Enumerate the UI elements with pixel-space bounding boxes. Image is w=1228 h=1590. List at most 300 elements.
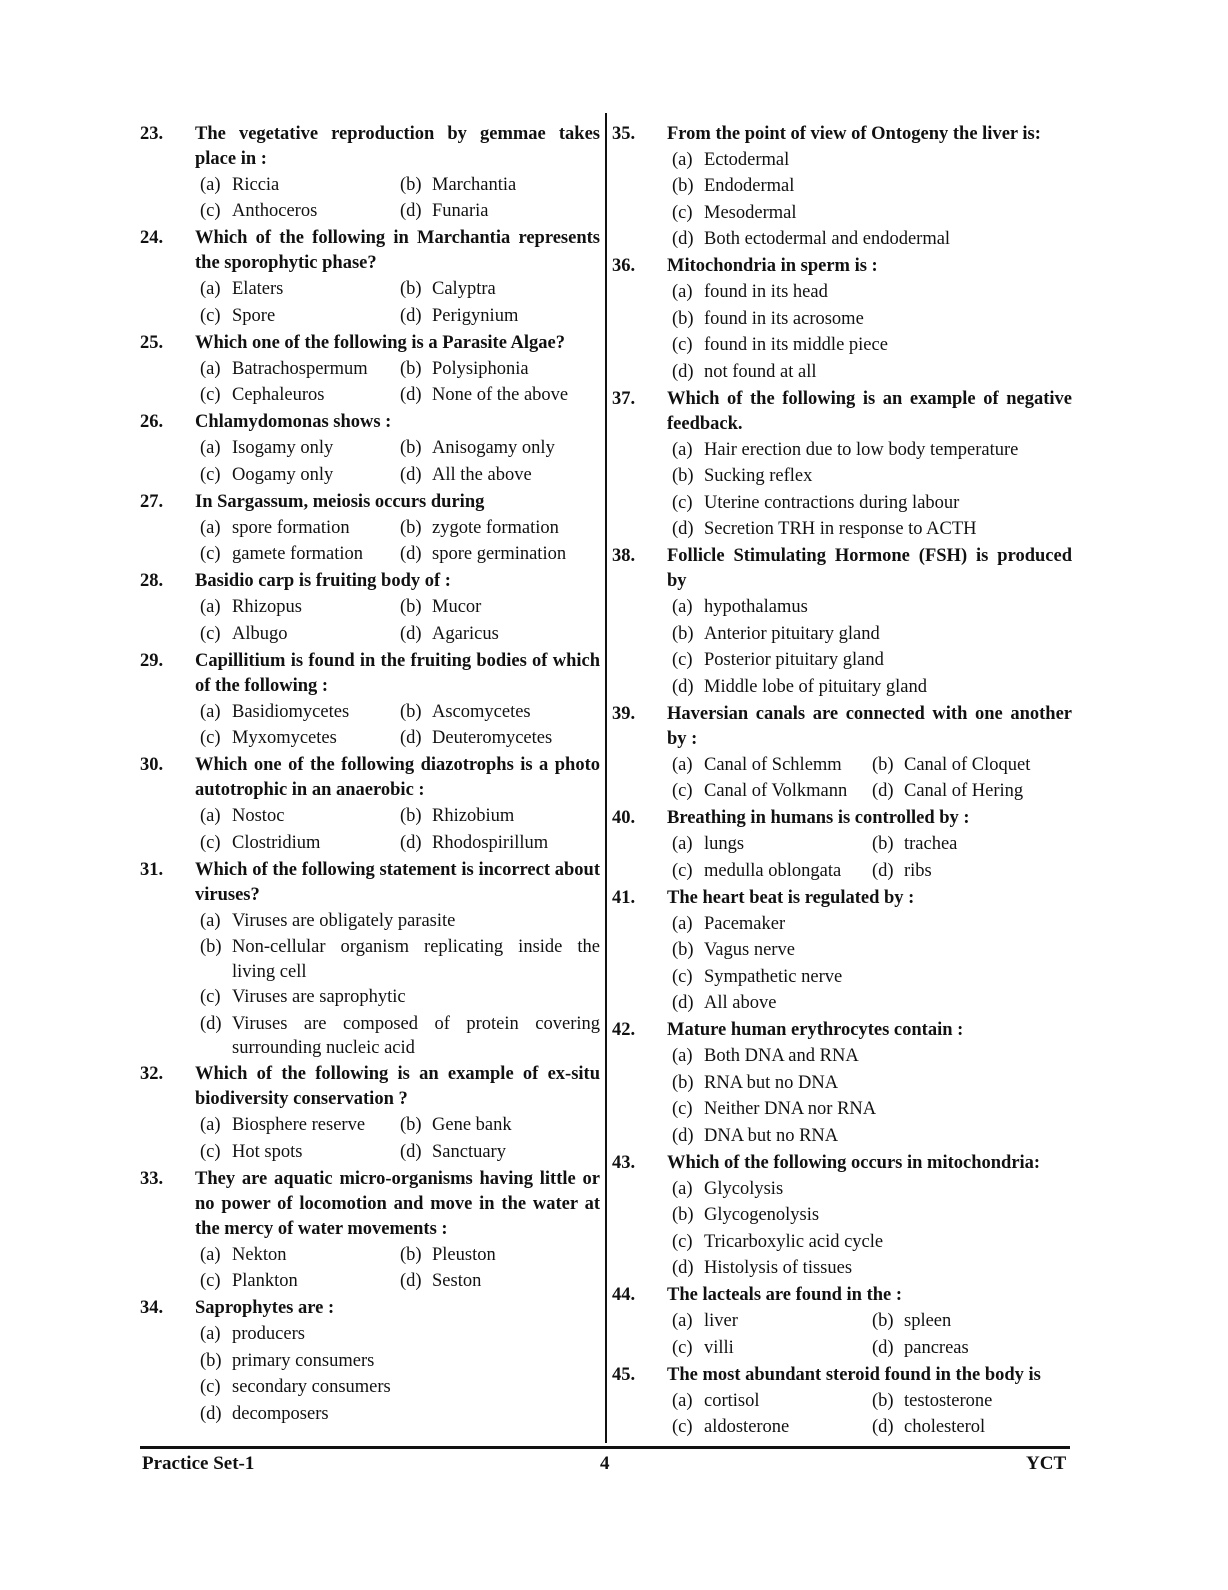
question-text: Which of the following in Marchantia represents the sporophytic phase? — [195, 228, 600, 273]
options-list — [200, 594, 600, 647]
question-number: 29. — [140, 650, 164, 671]
option-letter: (c) — [672, 335, 693, 355]
option — [200, 198, 400, 225]
option — [672, 1308, 872, 1335]
option — [672, 1176, 1072, 1203]
question-text: Basidio carp is fruiting body of : — [195, 571, 451, 591]
option-text: Tricarboxylic acid cycle — [704, 1231, 884, 1252]
question — [140, 858, 600, 908]
option-text: Gene bank — [432, 1115, 512, 1135]
option-text: zygote formation — [432, 517, 559, 538]
option-letter: (d) — [400, 305, 422, 326]
option — [672, 1070, 1072, 1097]
option-letter: (c) — [200, 385, 221, 405]
option — [672, 516, 1072, 543]
option-text: Viruses are obligately parasite — [232, 910, 456, 931]
option-letter: (b) — [672, 308, 694, 329]
option-letter: (b) — [872, 1390, 894, 1411]
option-letter: (c) — [672, 1417, 693, 1437]
option-text: gamete formation — [232, 544, 363, 564]
options-row — [672, 173, 1072, 200]
option-text: Viruses are saprophytic — [232, 987, 406, 1007]
option-letter: (b) — [672, 176, 694, 196]
option-text: DNA but no RNA — [704, 1125, 839, 1146]
options-row — [672, 306, 1072, 333]
option — [872, 1335, 1072, 1362]
question-number: 40. — [612, 808, 636, 828]
options-row — [200, 1268, 600, 1295]
options-row — [200, 1242, 600, 1269]
option-text: ribs — [904, 860, 932, 881]
question-text: Chlamydomonas shows : — [195, 412, 392, 432]
question-number: 28. — [140, 571, 164, 591]
option — [400, 276, 600, 303]
option-text: Rhizobium — [432, 806, 515, 826]
options-list — [200, 435, 600, 488]
option-letter: (a) — [200, 910, 221, 931]
option-letter: (d) — [872, 1337, 894, 1358]
options-row — [200, 541, 600, 568]
option-letter: (c) — [672, 492, 693, 513]
option-text: Ascomycetes — [432, 701, 531, 722]
option-letter: (d) — [400, 464, 422, 485]
question-number: 32. — [140, 1064, 164, 1084]
options-row — [672, 1176, 1072, 1203]
option-letter: (b) — [400, 1115, 422, 1135]
question-block — [140, 122, 600, 225]
option — [400, 435, 600, 462]
question-block — [612, 544, 1072, 700]
option-text: Viruses are composed of protein covering surrounding nucleic acid — [232, 1013, 600, 1058]
options-list — [672, 1043, 1072, 1149]
option — [672, 752, 872, 779]
question-text: Haversian canals are connected with one another by : — [667, 703, 1072, 749]
option — [400, 462, 600, 489]
option-text: Sympathetic nerve — [704, 966, 843, 987]
option-letter: (a) — [200, 1244, 221, 1265]
question — [140, 753, 600, 803]
options-row — [672, 332, 1072, 359]
option — [672, 332, 1072, 359]
option-letter: (b) — [400, 174, 422, 195]
option-text: All above — [704, 993, 777, 1013]
options-row — [672, 1096, 1072, 1123]
option — [400, 1242, 600, 1269]
options-row — [672, 937, 1072, 964]
option-text: decomposers — [232, 1403, 329, 1424]
question — [140, 1062, 600, 1112]
question-block — [612, 1151, 1072, 1282]
option — [672, 778, 872, 805]
question-number: 45. — [612, 1364, 636, 1385]
options-list — [672, 1308, 1072, 1361]
option-text: Nekton — [232, 1244, 287, 1265]
options-list — [200, 1112, 600, 1165]
question-number: 26. — [140, 412, 164, 432]
options-list — [200, 515, 600, 568]
option-letter: (b) — [400, 597, 422, 617]
option-letter: (c) — [200, 728, 221, 748]
options-row — [672, 359, 1072, 386]
options-list — [672, 831, 1072, 884]
options-list — [672, 147, 1072, 253]
question-text: Which of the following is an example of negative feedback. — [667, 388, 1072, 434]
option — [400, 621, 600, 648]
options-row — [672, 1255, 1072, 1282]
column-divider — [605, 113, 607, 1443]
option — [872, 831, 1072, 858]
question-text: Mature human erythrocytes contain : — [667, 1020, 964, 1040]
option-text: Mesodermal — [704, 202, 797, 223]
option-text: Isogamy only — [232, 438, 334, 458]
option — [672, 200, 1072, 227]
option-letter: (a) — [200, 1115, 221, 1135]
option-text: trachea — [904, 834, 958, 854]
question-number: 30. — [140, 755, 164, 775]
question-text: The most abundant steroid found in the body is — [667, 1364, 1041, 1385]
option — [200, 382, 400, 409]
question-number: 33. — [140, 1168, 164, 1189]
question-text: Mitochondria in sperm is : — [667, 256, 878, 276]
question — [612, 1363, 1072, 1388]
question-number: 42. — [612, 1020, 636, 1040]
option-letter: (c) — [200, 1271, 221, 1291]
question-text: They are aquatic micro-organisms having little or no power of locomotion and move in the water at the mercy of water movements : — [195, 1168, 600, 1239]
option — [672, 1202, 1072, 1229]
option — [400, 198, 600, 225]
options-row — [200, 1011, 600, 1061]
option-text: Anisogamy only — [432, 438, 555, 458]
question — [140, 226, 600, 276]
option — [872, 778, 1072, 805]
option — [200, 1112, 400, 1139]
options-list — [672, 911, 1072, 1017]
option-letter: (a) — [672, 439, 693, 460]
option-letter: (a) — [200, 597, 221, 617]
question-number: 25. — [140, 332, 164, 353]
options-list — [200, 1242, 600, 1295]
option-letter: (b) — [400, 438, 422, 458]
options-row — [200, 1112, 600, 1139]
option-letter: (d) — [672, 676, 694, 697]
options-row — [200, 515, 600, 542]
question-block — [612, 886, 1072, 1017]
question — [612, 254, 1072, 279]
option-letter: (a) — [672, 834, 693, 854]
option-letter: (d) — [672, 229, 694, 249]
question-number: 41. — [612, 887, 636, 908]
question-block — [140, 1062, 600, 1165]
options-row — [672, 1388, 1072, 1415]
option-text: Rhizopus — [232, 597, 302, 617]
options-row — [672, 516, 1072, 543]
option-letter: (c) — [672, 781, 693, 801]
option-letter: (c) — [200, 623, 221, 644]
option — [872, 1414, 1072, 1441]
options-row — [672, 831, 1072, 858]
option — [400, 803, 600, 830]
option-letter: (d) — [400, 728, 422, 748]
options-row — [200, 462, 600, 489]
options-list — [200, 356, 600, 409]
option-letter: (b) — [400, 806, 422, 826]
option — [400, 172, 600, 199]
question-text: Which of the following occurs in mitochondria: — [667, 1152, 1041, 1173]
question-number: 36. — [612, 256, 636, 276]
option-letter: (d) — [400, 1141, 422, 1162]
option-text: RNA but no DNA — [704, 1072, 839, 1093]
option-text: Agaricus — [432, 623, 499, 644]
option-letter: (c) — [672, 966, 693, 987]
option — [672, 1335, 872, 1362]
option-text: Riccia — [232, 174, 280, 195]
question-text: The vegetative reproduction by gemmae takes place in : — [195, 123, 600, 169]
option — [672, 647, 1072, 674]
options-row — [672, 752, 1072, 779]
question — [140, 331, 600, 356]
option-letter: (c) — [200, 832, 221, 853]
option — [672, 1255, 1072, 1282]
question-number: 34. — [140, 1298, 164, 1318]
option-text: Anthoceros — [232, 201, 318, 221]
options-row — [672, 490, 1072, 517]
question-block — [612, 702, 1072, 805]
question-text: From the point of view of Ontogeny the liver is: — [667, 123, 1041, 144]
option — [200, 1268, 400, 1295]
question-number: 24. — [140, 228, 164, 248]
option-text: Myxomycetes — [232, 728, 337, 748]
option — [400, 830, 600, 857]
question-number: 39. — [612, 703, 636, 724]
options-row — [200, 356, 600, 383]
option — [672, 990, 1072, 1017]
option-letter: (c) — [672, 650, 693, 670]
question-text: The heart beat is regulated by : — [667, 887, 915, 908]
option — [200, 276, 400, 303]
option-letter: (b) — [672, 940, 694, 960]
option — [672, 279, 1072, 306]
option-letter: (d) — [672, 361, 694, 382]
option — [672, 1043, 1072, 1070]
option-text: pancreas — [904, 1337, 969, 1358]
option-letter: (d) — [400, 201, 422, 221]
question-text: Capillitium is found in the fruiting bodies of which of the following : — [195, 650, 600, 696]
option-text: Glycogenolysis — [704, 1205, 820, 1225]
option — [672, 674, 1072, 701]
option-text: Elaters — [232, 279, 284, 299]
options-row — [672, 964, 1072, 991]
option-text: Nostoc — [232, 806, 285, 826]
option-letter: (a) — [200, 174, 221, 195]
option — [672, 964, 1072, 991]
option-text: None of the above — [432, 385, 569, 405]
option-letter: (a) — [200, 279, 221, 299]
options-row — [672, 226, 1072, 253]
option — [200, 984, 600, 1011]
option — [200, 435, 400, 462]
question — [140, 122, 600, 172]
option-text: Hair erection due to low body temperature — [704, 439, 1019, 460]
options-row — [672, 1229, 1072, 1256]
option-text: liver — [704, 1311, 738, 1331]
question-number: 37. — [612, 388, 636, 409]
question-text: Saprophytes are : — [195, 1298, 335, 1318]
option-text: Seston — [432, 1271, 482, 1291]
option-text: spore germination — [432, 544, 567, 564]
option-text: Biosphere reserve — [232, 1115, 366, 1135]
option-letter: (a) — [672, 597, 693, 617]
option-text: not found at all — [704, 361, 817, 382]
option-text: lungs — [704, 834, 745, 854]
option-text: cortisol — [704, 1390, 760, 1411]
option-text: testosterone — [904, 1390, 993, 1411]
option — [200, 303, 400, 330]
options-list — [672, 437, 1072, 543]
option — [200, 621, 400, 648]
option-text: Canal of Cloquet — [904, 754, 1031, 775]
option — [200, 1242, 400, 1269]
options-row — [200, 276, 600, 303]
option-letter: (d) — [200, 1013, 222, 1034]
option-letter: (b) — [672, 466, 694, 486]
options-row — [200, 934, 600, 984]
option-letter: (b) — [200, 937, 222, 957]
options-row — [200, 1139, 600, 1166]
option-letter: (d) — [872, 1417, 894, 1437]
options-list — [200, 908, 600, 1061]
options-row — [672, 594, 1072, 621]
question — [612, 1018, 1072, 1043]
option — [200, 1321, 600, 1348]
option-letter: (d) — [400, 832, 422, 853]
option-letter: (b) — [672, 623, 694, 644]
options-row — [672, 1202, 1072, 1229]
option — [200, 462, 400, 489]
options-list — [200, 699, 600, 752]
option-text: Anterior pituitary gland — [704, 623, 880, 644]
options-list — [200, 1321, 600, 1427]
options-row — [672, 674, 1072, 701]
options-row — [672, 1043, 1072, 1070]
question — [612, 1151, 1072, 1176]
question-number: 44. — [612, 1285, 636, 1305]
question-block — [612, 1283, 1072, 1361]
option — [872, 752, 1072, 779]
option — [672, 831, 872, 858]
option-text: hypothalamus — [704, 597, 808, 617]
option-text: Perigynium — [432, 305, 519, 326]
question-block — [140, 490, 600, 568]
option-letter: (d) — [872, 781, 894, 801]
options-row — [672, 1335, 1072, 1362]
option — [400, 594, 600, 621]
option-letter: (a) — [200, 806, 221, 826]
option-letter: (d) — [400, 544, 422, 564]
question-block — [140, 649, 600, 752]
option — [400, 356, 600, 383]
option — [672, 226, 1072, 253]
option-letter: (a) — [200, 358, 221, 379]
option-letter: (b) — [872, 1311, 894, 1331]
option-letter: (c) — [672, 1231, 693, 1252]
footer-rule — [140, 1446, 1070, 1449]
option-text: Non-cellular organism replicating inside the living cell — [232, 937, 600, 982]
options-row — [200, 1321, 600, 1348]
options-list — [672, 279, 1072, 385]
option — [672, 1123, 1072, 1150]
option-letter: (c) — [200, 464, 221, 485]
option-letter: (a) — [672, 913, 693, 934]
options-row — [200, 803, 600, 830]
options-row — [672, 990, 1072, 1017]
option-text: primary consumers — [232, 1350, 375, 1371]
options-row — [200, 908, 600, 935]
option — [200, 1374, 600, 1401]
question — [612, 1283, 1072, 1308]
option — [200, 830, 400, 857]
question — [612, 806, 1072, 831]
question-text: Breathing in humans is controlled by : — [667, 808, 970, 828]
question-block — [612, 122, 1072, 253]
option-text: Endodermal — [704, 176, 795, 196]
question — [140, 569, 600, 594]
option-letter: (a) — [672, 1046, 693, 1066]
option-letter: (d) — [672, 993, 694, 1013]
option-letter: (a) — [200, 438, 221, 458]
question-block — [140, 858, 600, 1061]
option-letter: (c) — [672, 860, 693, 881]
option-text: villi — [704, 1337, 734, 1358]
option-text: aldosterone — [704, 1417, 790, 1437]
option-letter: (b) — [872, 834, 894, 854]
question — [612, 387, 1072, 437]
options-row — [200, 984, 600, 1011]
option-text: Clostridium — [232, 832, 321, 853]
options-row — [200, 198, 600, 225]
option-letter: (c) — [672, 1099, 693, 1119]
question — [140, 410, 600, 435]
option-text: Deuteromycetes — [432, 728, 553, 748]
option — [672, 359, 1072, 386]
option-text: Secretion TRH in response to ACTH — [704, 519, 977, 539]
options-row — [200, 1401, 600, 1428]
option-text: Both DNA and RNA — [704, 1046, 859, 1066]
option — [200, 594, 400, 621]
options-row — [672, 858, 1072, 885]
option-letter: (d) — [672, 1258, 694, 1278]
option — [400, 303, 600, 330]
option-text: cholesterol — [904, 1417, 986, 1437]
option-letter: (d) — [400, 385, 422, 405]
option-text: Canal of Hering — [904, 781, 1024, 801]
option-text: Polysiphonia — [432, 358, 529, 379]
option-text: Uterine contractions during labour — [704, 492, 960, 513]
option-text: Plankton — [232, 1271, 298, 1291]
option — [672, 306, 1072, 333]
question-text: Which of the following statement is incorrect about viruses? — [195, 859, 600, 905]
option — [672, 621, 1072, 648]
option-text: Batrachospermum — [232, 358, 368, 379]
question — [612, 886, 1072, 911]
option — [200, 356, 400, 383]
options-row — [200, 1374, 600, 1401]
options-row — [200, 303, 600, 330]
right-column — [612, 120, 1072, 1441]
option — [400, 515, 600, 542]
options-row — [672, 778, 1072, 805]
option — [672, 1229, 1072, 1256]
question — [612, 702, 1072, 752]
